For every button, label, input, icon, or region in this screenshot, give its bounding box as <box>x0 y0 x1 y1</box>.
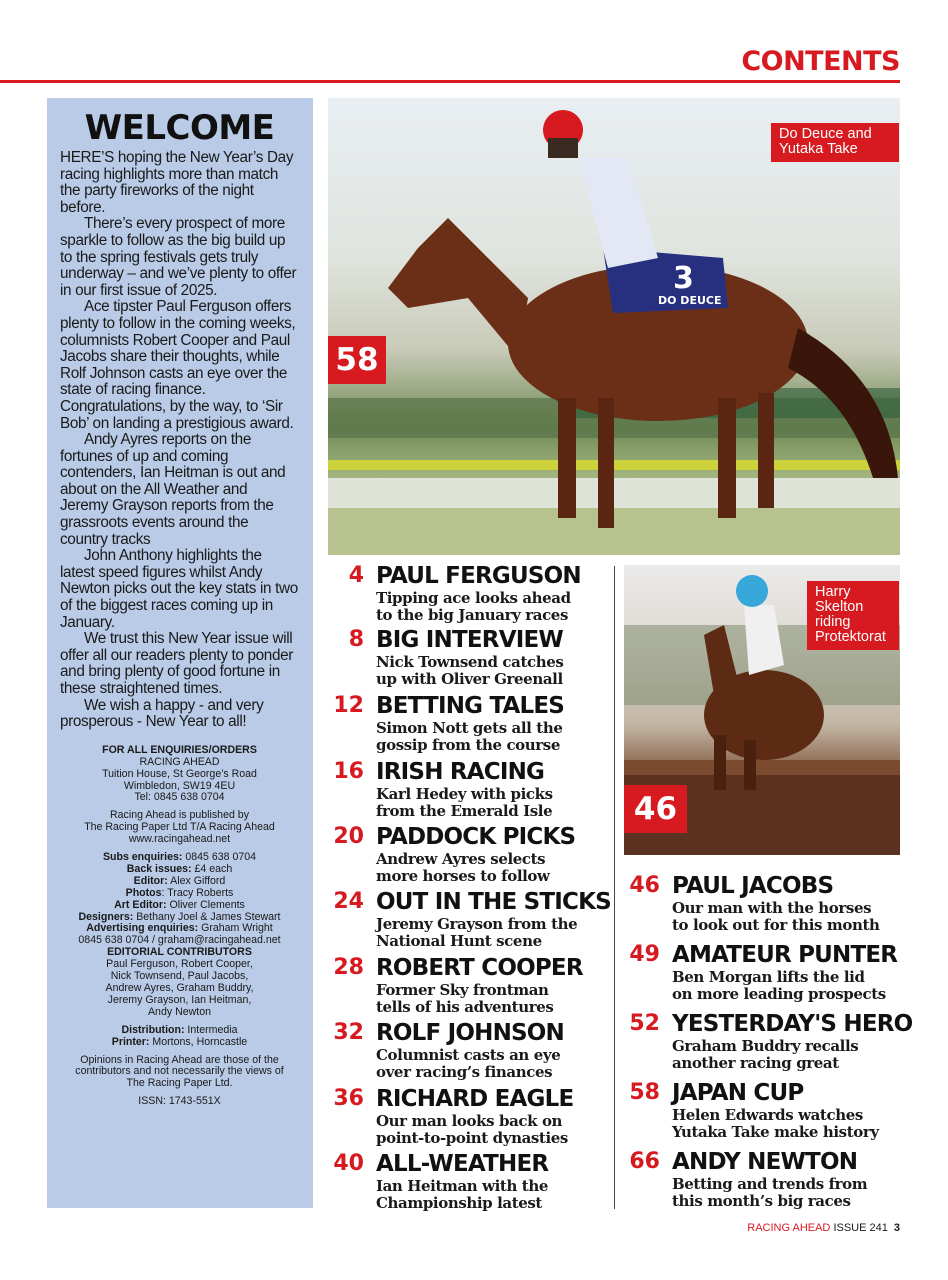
enquiries-block <box>60 745 299 805</box>
subs-label: Subs enquiries: <box>102 851 183 864</box>
contributors-line: Nick Townsend, Paul Jacobs, <box>110 970 249 983</box>
entry-title: AMATEUR PUNTER <box>672 942 898 968</box>
editor-label: Editor: <box>133 874 168 887</box>
caption-line: Protektorat <box>815 629 886 645</box>
entry-title: IRISH RACING <box>376 759 545 785</box>
entry-page-number: 36 <box>333 1086 364 1111</box>
entry-description: Columnist casts an eye over racing’s finances <box>376 1046 561 1081</box>
editor-value: Alex Gifford <box>167 874 226 887</box>
entry-title: BETTING TALES <box>376 693 565 719</box>
caption-line: riding <box>815 614 851 630</box>
entry-description: Jeremy Grayson from the National Hunt scene <box>376 915 578 950</box>
entry-page-number: 4 <box>348 563 364 588</box>
caption-line: Harry <box>815 584 851 600</box>
contributors-line: Andrew Ayres, Graham Buddry, <box>105 982 254 994</box>
entry-title: YESTERDAY'S HERO <box>672 1011 913 1037</box>
back-issues-value: £4 each <box>191 862 233 875</box>
entry-description: Former Sky frontman tells of his adventures <box>376 981 554 1016</box>
publisher-block <box>60 810 299 846</box>
distribution-value: Intermedia <box>184 1023 238 1036</box>
entry-title: ANDY NEWTON <box>672 1149 858 1175</box>
entry-title: JAPAN CUP <box>672 1080 804 1106</box>
welcome-sidebar <box>47 98 313 1208</box>
saddlecloth-name: DO DEUCE <box>658 294 722 307</box>
footer-issue: ISSUE 241 <box>830 1222 888 1234</box>
welcome-paragraph: John Anthony highlights the latest speed figures whilst Andy Newton picks out the key stats in two of the biggest races coming up in January. <box>60 547 298 631</box>
entry-title: ALL-WEATHER <box>376 1151 549 1177</box>
website-link[interactable]: www.racingahead.net <box>128 833 231 846</box>
opinions-block <box>60 1055 299 1091</box>
company-name: RACING AHEAD <box>139 755 220 768</box>
saddlecloth-number: 3 <box>673 261 694 296</box>
entry-page-number: 32 <box>333 1020 364 1045</box>
subs-value: 0845 638 0704 <box>182 851 257 864</box>
opinions-line: Opinions in Racing Ahead are those of the <box>80 1053 279 1066</box>
footer-brand: RACING AHEAD <box>747 1222 831 1234</box>
photos-label: Photos <box>125 886 162 899</box>
entry-title: PADDOCK PICKS <box>376 824 576 850</box>
publisher-info <box>60 745 299 1108</box>
header-rule <box>0 80 900 83</box>
entry-description: Nick Townsend catches up with Oliver Greenall <box>376 653 564 688</box>
caption-line: Skelton <box>815 599 864 615</box>
designers-value: Bethany Joel & James Stewart <box>133 910 281 923</box>
contributors-line: Andy Newton <box>147 1005 211 1018</box>
welcome-title: WELCOME <box>84 108 275 148</box>
entry-title: PAUL FERGUSON <box>376 563 581 589</box>
second-photo-page-badge: 46 <box>624 785 687 833</box>
entry-page-number: 20 <box>333 824 364 849</box>
welcome-body <box>60 150 299 731</box>
published-line: Racing Ahead is published by <box>110 809 249 822</box>
entry-description: Betting and trends from this month’s big races <box>672 1175 868 1210</box>
entry-page-number: 12 <box>333 693 364 718</box>
address-line: Wimbledon, SW19 4EU <box>123 779 236 792</box>
back-issues-label: Back issues: <box>126 862 192 875</box>
welcome-paragraph: We wish a happy - and very prosperous - New Year to all! <box>60 696 264 731</box>
entry-title: PAUL JACOBS <box>672 873 834 899</box>
contributors-line: Jeremy Grayson, Ian Heitman, <box>107 993 252 1006</box>
entry-title: ROBERT COOPER <box>376 955 583 981</box>
printer-label: Printer: <box>111 1035 150 1048</box>
entry-title: BIG INTERVIEW <box>376 627 563 653</box>
advertising-label: Advertising enquiries: <box>86 922 199 935</box>
entry-page-number: 40 <box>333 1151 364 1176</box>
main-photo-caption <box>771 123 899 162</box>
entry-title: RICHARD EAGLE <box>376 1086 574 1112</box>
enquiries-heading: FOR ALL ENQUIRIES/ORDERS <box>102 743 257 756</box>
issn: ISSN: 1743-551X <box>138 1095 221 1108</box>
staff-block <box>60 852 299 1019</box>
distribution-block <box>60 1025 299 1049</box>
art-editor-value: Oliver Clements <box>166 898 245 911</box>
address-line: Tuition House, St George’s Road <box>102 767 257 780</box>
entry-description: Helen Edwards watches Yutaka Take make history <box>672 1106 879 1141</box>
footer-page-number: 3 <box>893 1222 900 1234</box>
printer-value: Mortons, Horncastle <box>149 1035 248 1048</box>
entry-description: Tipping ace looks ahead to the big January races <box>376 589 571 624</box>
welcome-paragraph: We trust this New Year issue will offer all our readers plenty to ponder and bring plenty of good fortune in these straightened times. <box>60 630 294 697</box>
entry-page-number: 49 <box>629 942 660 967</box>
entry-description: Karl Hedey with picks from the Emerald Isle <box>376 785 553 820</box>
main-photo <box>328 98 900 555</box>
main-photo-page-badge: 58 <box>328 336 386 384</box>
page-footer <box>747 1222 900 1234</box>
telephone: Tel: 0845 638 0704 <box>134 791 225 804</box>
distribution-label: Distribution: <box>121 1023 185 1036</box>
second-photo-caption <box>807 581 899 650</box>
entry-page-number: 8 <box>348 627 364 652</box>
column-divider <box>614 566 615 1209</box>
advertising-contact: 0845 638 0704 / graham@racingahead.net <box>78 934 281 947</box>
entry-title: OUT IN THE STICKS <box>376 889 611 915</box>
published-line: The Racing Paper Ltd T/A Racing Ahead <box>84 821 275 834</box>
welcome-paragraph: Andy Ayres reports on the fortunes of up and coming contenders, Ian Heitman is out and about on the All Weather and Jeremy Grayson reports from the grassroots events around the country tracks <box>60 431 286 548</box>
racehorse-illustration <box>328 98 900 555</box>
designers-label: Designers: <box>78 910 134 923</box>
opinions-line: The Racing Paper Ltd. <box>126 1077 233 1090</box>
contributors-line: Paul Ferguson, Robert Cooper, <box>106 958 253 971</box>
entry-description: Graham Buddry recalls another racing great <box>672 1037 859 1072</box>
entry-page-number: 24 <box>333 889 364 914</box>
entry-description: Simon Nott gets all the gossip from the course <box>376 719 563 754</box>
welcome-paragraph: There’s every prospect of more sparkle to follow as the big build up to the spring festivals gets truly underway – and we’ve plenty to offer in our first issue of 2025. <box>60 215 297 299</box>
entry-page-number: 46 <box>629 873 660 898</box>
welcome-paragraph: HERE’S hoping the New Year’s Day racing highlights more than match the party fireworks of the night before. <box>60 149 294 216</box>
entry-description: Andrew Ayres selects more horses to follow <box>376 850 550 885</box>
page-title: CONTENTS <box>741 46 900 77</box>
contributors-heading: EDITORIAL CONTRIBUTORS <box>107 946 252 959</box>
photos-value: : Tracy Roberts <box>161 886 234 899</box>
caption-line: Yutaka Take <box>779 141 858 157</box>
entry-description: Our man looks back on point-to-point dynasties <box>376 1112 568 1147</box>
entry-title: ROLF JOHNSON <box>376 1020 565 1046</box>
entry-page-number: 66 <box>629 1149 660 1174</box>
caption-line: Do Deuce and <box>779 126 872 142</box>
welcome-paragraph: Ace tipster Paul Ferguson offers plenty to follow in the coming weeks, columnists Robert Cooper and Paul Jacobs share their thoughts, while Rolf Johnson casts an eye over the state of racing finance. Congratulations, by the way, to ‘Sir Bob’ on landing a prestigious award. <box>60 298 296 432</box>
entry-page-number: 28 <box>333 955 364 980</box>
advertising-value: Graham Wright <box>198 922 273 935</box>
entry-description: Ben Morgan lifts the lid on more leading prospects <box>672 968 886 1003</box>
entry-page-number: 58 <box>629 1080 660 1105</box>
entry-description: Our man with the horses to look out for this month <box>672 899 880 934</box>
art-editor-label: Art Editor: <box>114 898 167 911</box>
entry-description: Ian Heitman with the Championship latest <box>376 1177 548 1212</box>
entry-page-number: 52 <box>629 1011 660 1036</box>
opinions-line: contributors and not necessarily the views of <box>75 1065 284 1078</box>
entry-page-number: 16 <box>333 759 364 784</box>
